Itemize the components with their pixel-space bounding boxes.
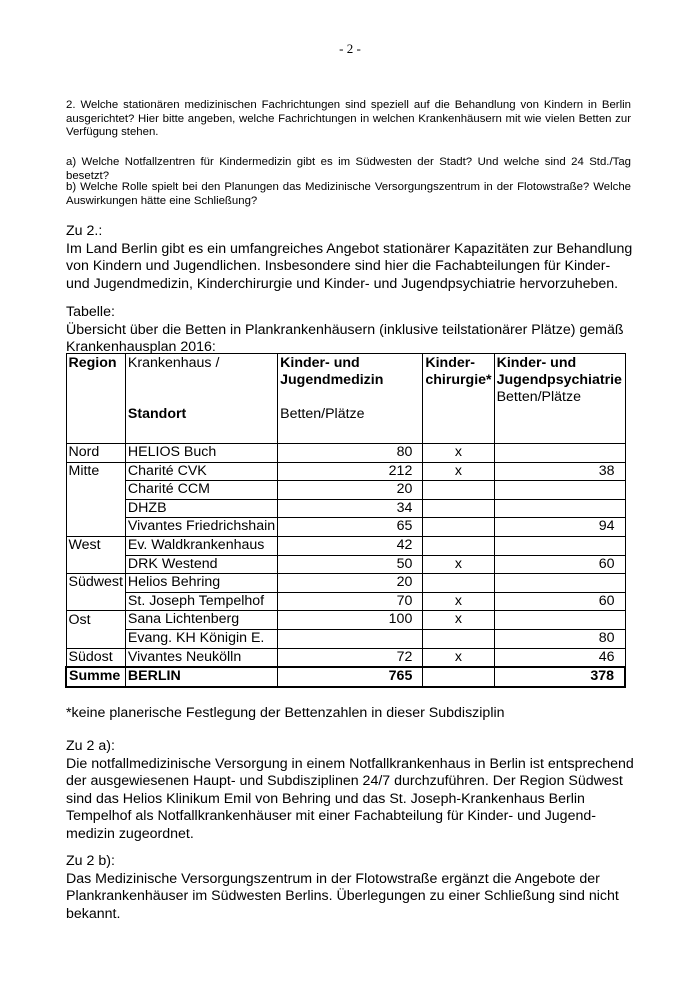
cell-pediatrics-beds: 212 (278, 462, 423, 481)
header-surgery: Kinder- chirurgie* (423, 354, 494, 444)
table-row (66, 481, 625, 500)
cell-hospital: Vivantes Friedrichshain (125, 518, 277, 537)
cell-surgery-mark (423, 629, 494, 648)
answer-2a-heading: Zu 2 a): (66, 738, 115, 754)
cell-region: Südost (66, 648, 125, 667)
cell-psychiatry-beds: 60 (494, 592, 625, 611)
cell-psychiatry-beds (494, 444, 625, 463)
cell-pediatrics-beds: 42 (278, 536, 423, 555)
cell-psychiatry-beds (494, 611, 625, 630)
table-row (66, 499, 625, 518)
answer-2-section (66, 223, 636, 293)
cell-hospital: Vivantes Neukölln (125, 648, 277, 667)
question-2: 2. Welche stationären medizinischen Fachrichtungen sind speziell auf die Behandlung von Kindern in Berlin ausgerichtet? Hier bitte angeben, welche Fachrichtungen in welchen Krankenhäusern mit wie vielen Betten zur Verfügung stehen. (66, 99, 631, 139)
cell-hospital: BERLIN (125, 667, 277, 687)
table-title: Übersicht über die Betten in Plankrankenhäusern (inklusive teilstationärer Plätze) gemäß Krankenhausplan 2016: (66, 321, 624, 356)
cell-region: Ost (66, 611, 125, 630)
answer-2b-heading: Zu 2 b): (66, 853, 115, 869)
cell-surgery-mark (423, 518, 494, 537)
cell-psychiatry-beds (494, 499, 625, 518)
cell-region (66, 518, 125, 537)
cell-hospital: DHZB (125, 499, 277, 518)
table-row (66, 444, 625, 463)
cell-surgery-mark (423, 536, 494, 555)
cell-surgery-mark: x (423, 555, 494, 574)
cell-surgery-mark: x (423, 648, 494, 667)
question-2a: a) Welche Notfallzentren für Kindermedizin gibt es im Südwesten der Stadt? Und welche sind 24 Std./Tag besetzt? (66, 156, 631, 182)
cell-psychiatry-beds: 46 (494, 648, 625, 667)
cell-pediatrics-beds: 50 (278, 555, 423, 574)
table-row (66, 462, 625, 481)
table-row (66, 555, 625, 574)
cell-region: West (66, 536, 125, 555)
cell-psychiatry-beds (494, 481, 625, 500)
table-caption (66, 304, 636, 357)
footnote: *keine planerische Festlegung der Bettenzahlen in dieser Subdisziplin (66, 705, 505, 721)
cell-pediatrics-beds: 34 (278, 499, 423, 518)
header-region: Region (66, 354, 125, 444)
cell-region: Nord (66, 444, 125, 463)
cell-psychiatry-beds: 94 (494, 518, 625, 537)
cell-pediatrics-beds: 72 (278, 648, 423, 667)
answer-2b-section (66, 853, 636, 923)
cell-region: Südwest (66, 574, 125, 593)
cell-psychiatry-beds (494, 536, 625, 555)
cell-hospital: Helios Behring (125, 574, 277, 593)
table-row (66, 629, 625, 648)
header-pediatrics: Kinder- und Jugendmedizin Betten/Plätze (278, 354, 423, 444)
table-header-row (66, 354, 625, 444)
table-label: Tabelle: (66, 304, 115, 320)
cell-pediatrics-beds: 100 (278, 611, 423, 630)
cell-surgery-mark (423, 667, 494, 687)
answer-2a-section (66, 738, 636, 844)
table-row (66, 648, 625, 667)
cell-hospital: Charité CVK (125, 462, 277, 481)
cell-hospital: St. Joseph Tempelhof (125, 592, 277, 611)
cell-surgery-mark: x (423, 611, 494, 630)
cell-surgery-mark (423, 574, 494, 593)
table-row (66, 611, 625, 630)
cell-surgery-mark: x (423, 592, 494, 611)
cell-surgery-mark (423, 499, 494, 518)
question-2b: b) Welche Rolle spielt bei den Planungen das Medizinische Versorgungszentrum in der Flotowstraße? Welche Auswirkungen hätte eine Schließung? (66, 181, 631, 207)
cell-surgery-mark: x (423, 462, 494, 481)
header-psychiatry: Kinder- und Jugendpsychiatrie Betten/Plätze (494, 354, 625, 444)
cell-surgery-mark: x (423, 444, 494, 463)
cell-region: Mitte (66, 462, 125, 481)
table-row (66, 592, 625, 611)
answer-2-heading: Zu 2.: (66, 223, 103, 239)
cell-hospital: Ev. Waldkrankenhaus (125, 536, 277, 555)
cell-region (66, 481, 125, 500)
table-row (66, 536, 625, 555)
cell-hospital: Sana Lichtenberg (125, 611, 277, 630)
answer-2a-text: Die notfallmedizinische Versorgung in einem Notfallkrankenhaus in Berlin ist entsprechend der ausgewiesenen Haupt- und Subdisziplinen 24/7 durchzuführen. Der Region Südwest sind das Helios Klinikum Emil von Behring und das St. Joseph-Krankenhaus Berlin Tempelhof als Notfallkrankenhäuser mit einer Fachabteilung für Kinder- und Jugend-medizin zugeordnet. (66, 755, 634, 842)
answer-2b-text: Das Medizinische Versorgungszentrum in der Flotowstraße ergänzt die Angebote der Plankrankenhäuser im Südwesten Berlins. Überlegungen zu einer Schließung sind nicht bekannt. (66, 870, 619, 922)
cell-pediatrics-beds (278, 629, 423, 648)
cell-psychiatry-beds: 60 (494, 555, 625, 574)
cell-region (66, 629, 125, 648)
beds-table (65, 353, 626, 688)
cell-psychiatry-beds: 378 (494, 667, 625, 687)
answer-2-text: Im Land Berlin gibt es ein umfangreiches Angebot stationärer Kapazitäten zur Behandlung von Kindern und Jugendlichen. Insbesondere sind hier die Fachabteilungen für Kinder- und Jugendmedizin, Kinderchirurgie und Kinder- und Jugendpsychiatrie hervorzuheben. (66, 240, 633, 292)
table-sum-row (66, 667, 625, 687)
cell-region (66, 555, 125, 574)
cell-region (66, 499, 125, 518)
cell-hospital: Evang. KH Königin E. (125, 629, 277, 648)
cell-psychiatry-beds: 38 (494, 462, 625, 481)
cell-hospital: HELIOS Buch (125, 444, 277, 463)
cell-pediatrics-beds: 20 (278, 574, 423, 593)
cell-pediatrics-beds: 65 (278, 518, 423, 537)
cell-pediatrics-beds: 20 (278, 481, 423, 500)
cell-hospital: DRK Westend (125, 555, 277, 574)
cell-pediatrics-beds: 765 (278, 667, 423, 687)
cell-psychiatry-beds: 80 (494, 629, 625, 648)
page-number: - 2 - (339, 41, 361, 56)
cell-psychiatry-beds (494, 574, 625, 593)
cell-pediatrics-beds: 80 (278, 444, 423, 463)
cell-surgery-mark (423, 481, 494, 500)
table-row (66, 574, 625, 593)
table-row (66, 518, 625, 537)
cell-region (66, 592, 125, 611)
header-hospital: Krankenhaus / Standort (125, 354, 277, 444)
cell-pediatrics-beds: 70 (278, 592, 423, 611)
cell-region: Summe (66, 667, 125, 687)
cell-hospital: Charité CCM (125, 481, 277, 500)
